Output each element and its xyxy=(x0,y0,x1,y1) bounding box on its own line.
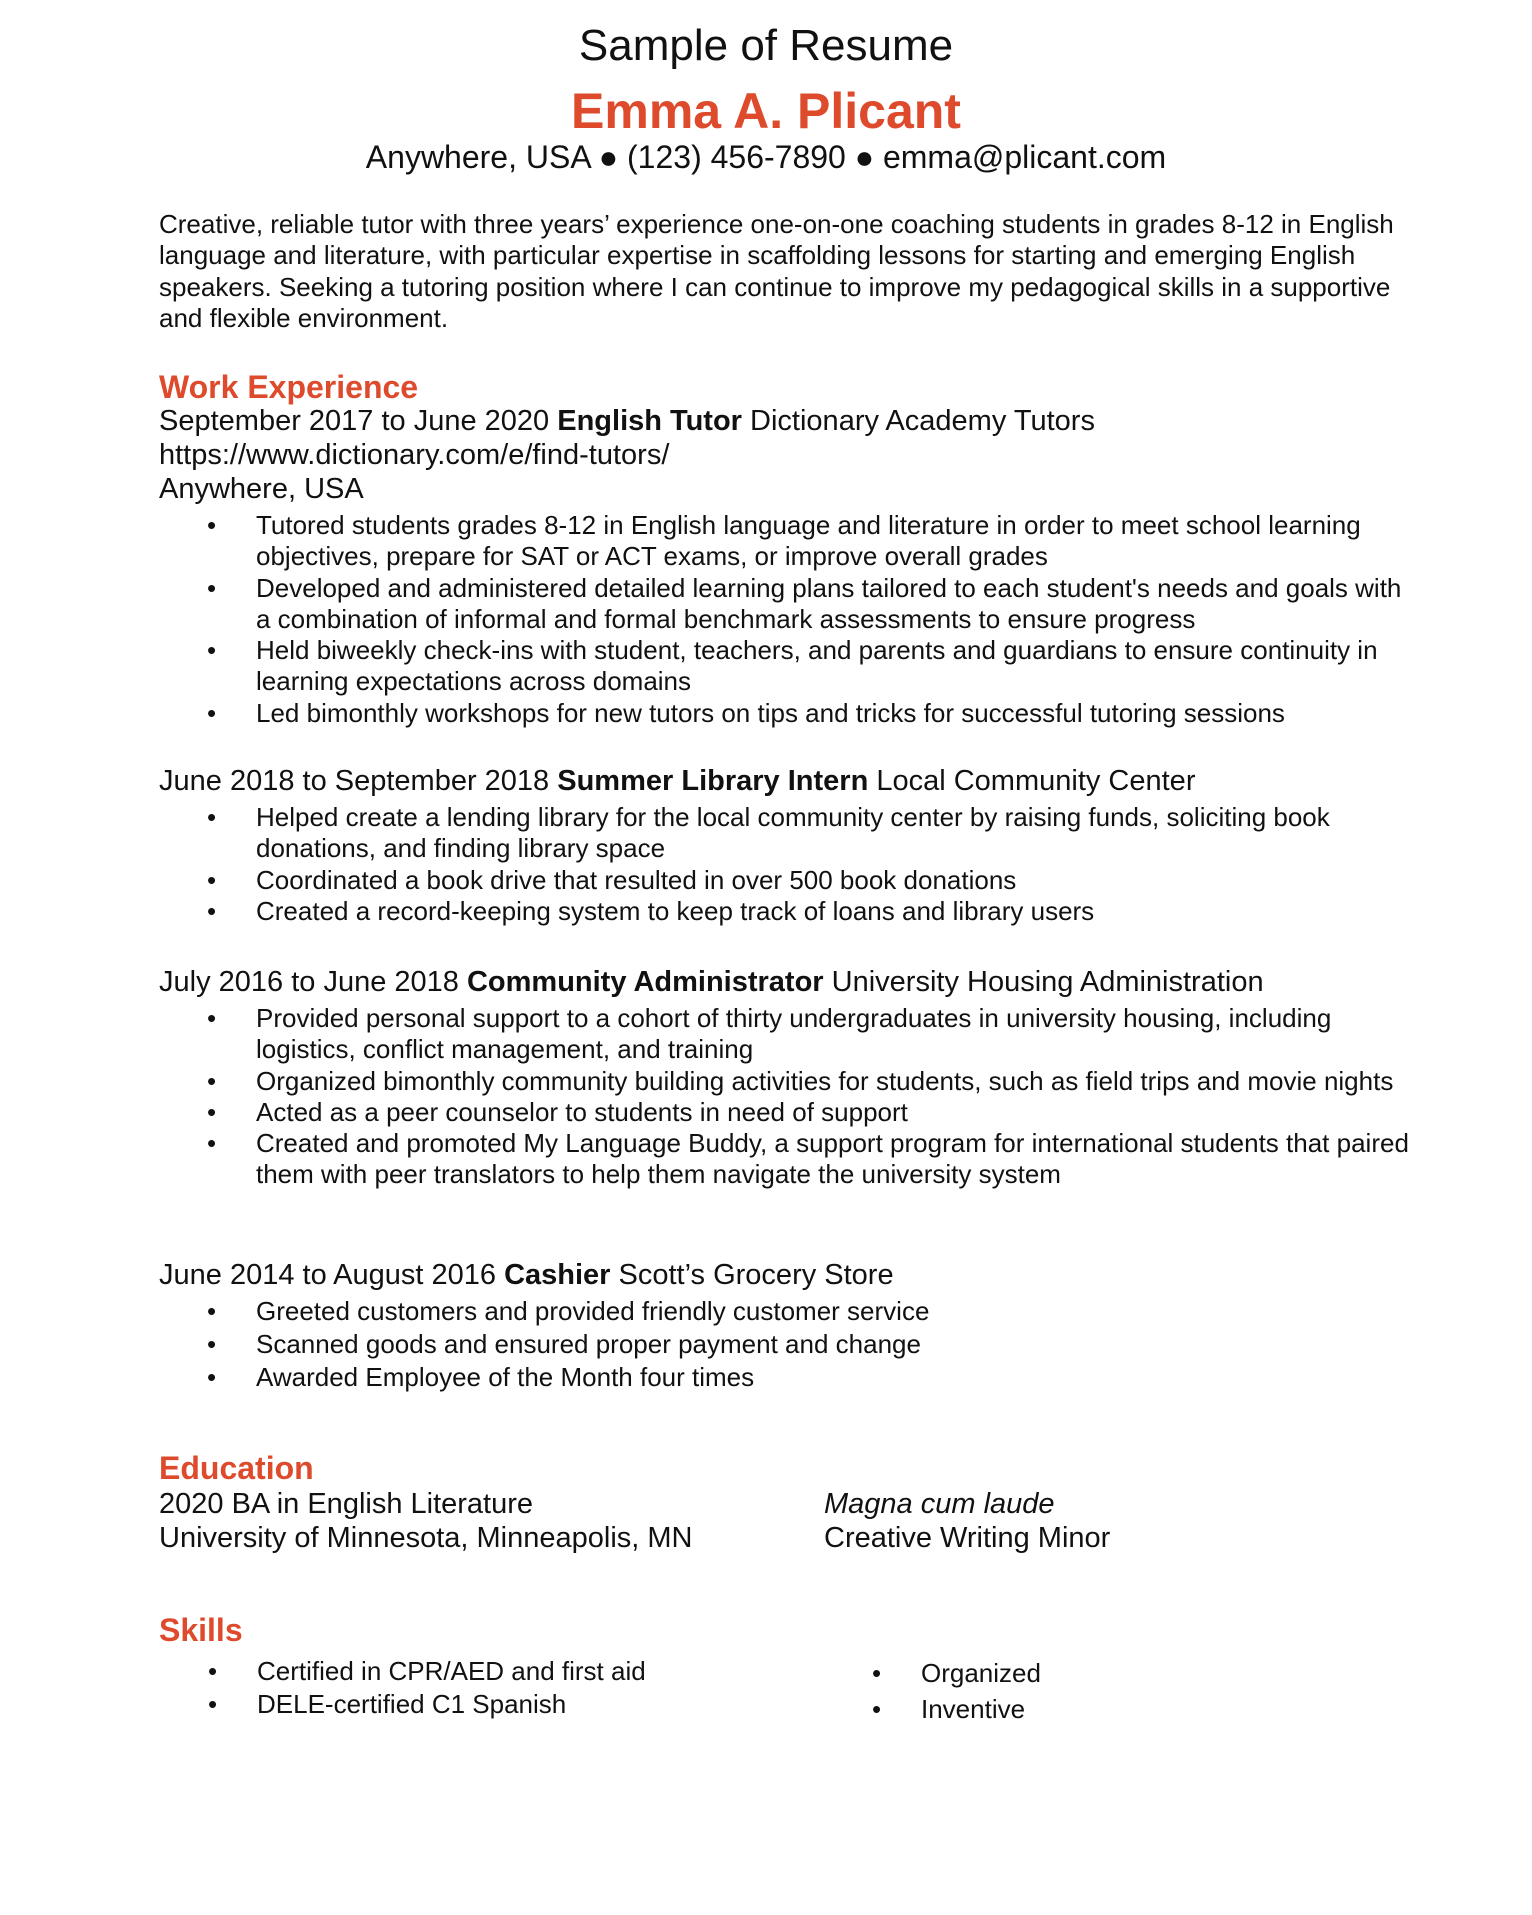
bullet-glyph: • xyxy=(207,1362,217,1392)
bullet-text: Acted as a peer counselor to students in need of support xyxy=(256,1096,908,1127)
bullet-glyph: • xyxy=(208,1656,218,1686)
job-employer: University Housing Administration xyxy=(831,966,1264,998)
job-dates: July 2016 to June 2018 xyxy=(159,966,459,998)
job-header xyxy=(159,404,1095,438)
job-location: Anywhere, USA xyxy=(159,473,364,505)
job-title: Cashier xyxy=(504,1259,611,1291)
job-header xyxy=(159,764,1195,798)
education-minor: Creative Writing Minor xyxy=(824,1522,1111,1554)
bullet-glyph: • xyxy=(208,1689,218,1719)
bullet-glyph: • xyxy=(207,1096,217,1127)
education-degree: 2020 BA in English Literature xyxy=(159,1488,534,1520)
bullet-text: Awarded Employee of the Month four times xyxy=(256,1362,755,1392)
skill-text: Inventive xyxy=(921,1694,1026,1724)
skill-text: Organized xyxy=(921,1658,1041,1688)
list-item xyxy=(208,1655,646,1688)
bullet-text: Held biweekly check-ins with student, teachers, and parents and guardians to ensure continuity in learning expectations across domains xyxy=(256,635,1378,697)
bullet-text: Helped create a lending library for the local community center by raising funds, soliciting book donations, and finding library space xyxy=(256,802,1330,864)
list-item xyxy=(0,510,1420,573)
bullet-text: Scanned goods and ensured proper payment and change xyxy=(256,1329,921,1359)
list-item xyxy=(0,573,1420,636)
bullet-glyph: • xyxy=(207,864,217,895)
job-title: Community Administrator xyxy=(466,966,824,998)
list-item xyxy=(0,1097,1420,1128)
list-item xyxy=(872,1691,1041,1727)
bullet-glyph: • xyxy=(872,1694,882,1724)
job-bullet-list xyxy=(0,1295,1420,1394)
list-item xyxy=(0,1361,1420,1394)
bullet-text: Greeted customers and provided friendly customer service xyxy=(256,1296,930,1326)
bullet-text: Led bimonthly workshops for new tutors on tips and tricks for successful tutoring sessions xyxy=(256,697,1285,728)
job-bullet-list xyxy=(0,1003,1420,1191)
bullet-glyph: • xyxy=(207,572,217,603)
list-item xyxy=(0,865,1420,896)
bullet-glyph: • xyxy=(207,1329,217,1359)
skills-heading: Skills xyxy=(159,1612,243,1648)
bullet-glyph: • xyxy=(207,1065,217,1096)
list-item xyxy=(0,802,1420,865)
contact-line: Anywhere, USA ● (123) 456-7890 ● emma@plicant.com xyxy=(365,139,1167,175)
job-dates: June 2018 to September 2018 xyxy=(159,765,550,797)
job-header xyxy=(159,1258,894,1292)
bullet-text: Provided personal support to a cohort of thirty undergraduates in university housing, including logistics, conflict management, and training xyxy=(256,1003,1332,1065)
bullet-text: Created and promoted My Language Buddy, a support program for international students that paired them with peer translators to help them navigate the university system xyxy=(256,1128,1409,1190)
skills-list-left xyxy=(208,1655,646,1721)
list-item xyxy=(872,1655,1041,1691)
work-experience-heading: Work Experience xyxy=(159,369,419,405)
skills-list-right xyxy=(872,1655,1041,1727)
bullet-glyph: • xyxy=(207,1296,217,1326)
bullet-glyph: • xyxy=(207,697,217,728)
job-url: https://www.dictionary.com/e/find-tutors/ xyxy=(159,439,670,471)
list-item xyxy=(0,635,1420,698)
job-dates: June 2014 to August 2016 xyxy=(159,1259,497,1291)
job-employer: Dictionary Academy Tutors xyxy=(750,405,1095,437)
skill-text: Certified in CPR/AED and first aid xyxy=(257,1656,646,1686)
list-item xyxy=(0,1128,1420,1191)
education-honor: Magna cum laude xyxy=(824,1488,1055,1520)
applicant-name: Emma A. Plicant xyxy=(571,83,961,139)
job-dates: September 2017 to June 2020 xyxy=(159,405,550,437)
list-item xyxy=(208,1688,646,1721)
list-item xyxy=(0,1328,1420,1361)
bullet-glyph: • xyxy=(872,1658,882,1688)
job-title: Summer Library Intern xyxy=(557,765,869,797)
job-bullet-list xyxy=(0,510,1420,729)
list-item xyxy=(0,698,1420,729)
job-header xyxy=(159,965,1264,999)
bullet-glyph: • xyxy=(207,635,217,666)
education-heading: Education xyxy=(159,1450,314,1486)
list-item xyxy=(0,1003,1420,1066)
list-item xyxy=(0,1066,1420,1097)
bullet-text: Organized bimonthly community building activities for students, such as field trips and movie nights xyxy=(256,1065,1394,1096)
bullet-glyph: • xyxy=(207,1003,217,1033)
bullet-text: Tutored students grades 8-12 in English language and literature in order to meet school learning objectives, prepare for SAT or ACT exams, or improve overall grades xyxy=(256,510,1361,572)
bullet-glyph: • xyxy=(207,510,217,540)
bullet-text: Developed and administered detailed learning plans tailored to each student's needs and goals with a combination of informal and formal benchmark assessments to ensure progress xyxy=(256,572,1402,634)
skill-text: DELE-certified C1 Spanish xyxy=(257,1689,567,1719)
job-bullet-list xyxy=(0,802,1420,927)
bullet-glyph: • xyxy=(207,1128,217,1159)
education-school: University of Minnesota, Minneapolis, MN xyxy=(159,1522,693,1554)
bullet-text: Coordinated a book drive that resulted in over 500 book donations xyxy=(256,864,1017,895)
summary-paragraph: Creative, reliable tutor with three years’ experience one-on-one coaching students in grades 8-12 in English language and literature, with particular expertise in scaffolding lessons for starting and emerging English speakers. Seeking a tutoring position where I can continue to improve my pedagogical skills in a supportive and flexible environment. xyxy=(159,209,1394,333)
job-employer: Scott’s Grocery Store xyxy=(618,1259,894,1291)
bullet-glyph: • xyxy=(207,802,217,832)
list-item xyxy=(0,896,1420,927)
list-item xyxy=(0,1295,1420,1328)
bullet-glyph: • xyxy=(207,895,217,926)
bullet-text: Created a record-keeping system to keep track of loans and library users xyxy=(256,895,1095,926)
document-title: Sample of Resume xyxy=(578,21,954,70)
job-title: English Tutor xyxy=(557,405,742,437)
job-employer: Local Community Center xyxy=(876,765,1196,797)
